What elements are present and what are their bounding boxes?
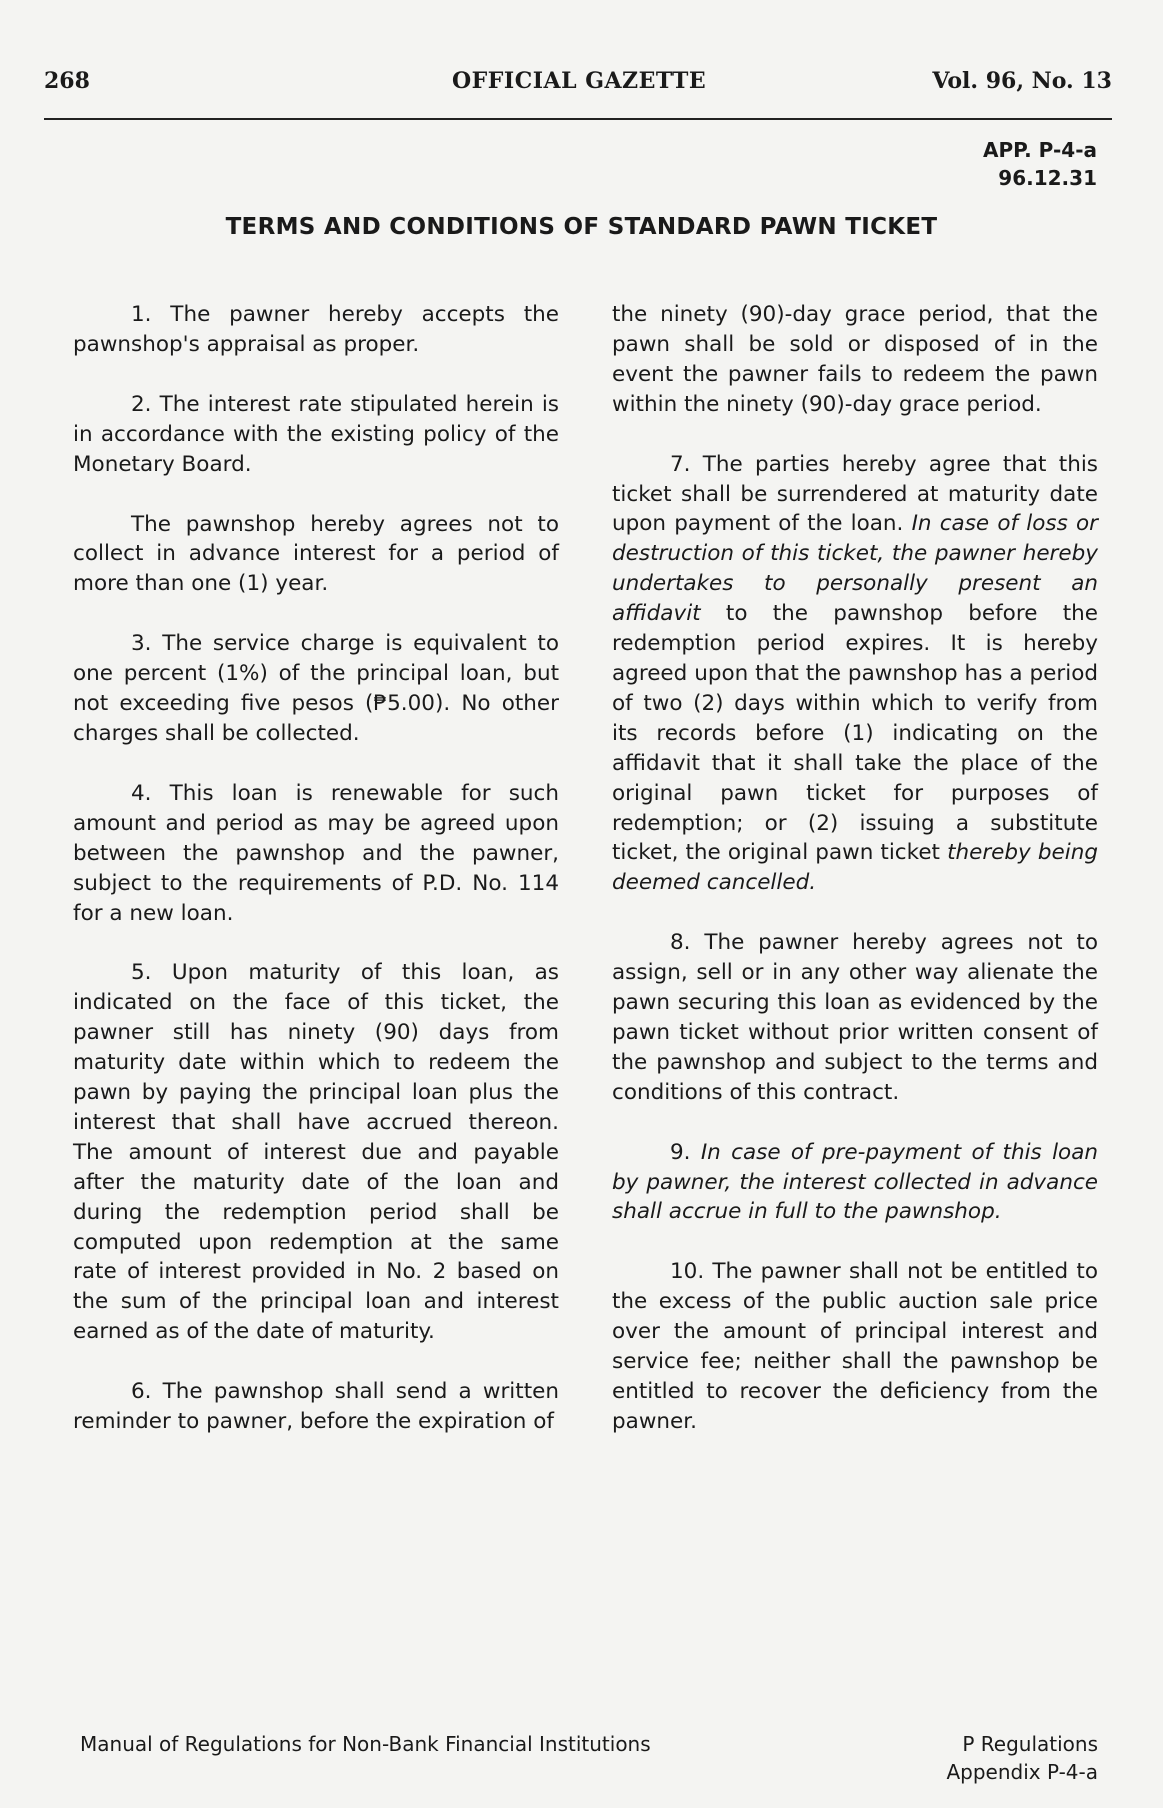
term-4: 4. This loan is renewable for such amount and period as may be agreed upon between the pawnshop and the pawner, subject to the requirements of P.D. No. 114 for a new loan. <box>73 780 559 926</box>
term-9-number: 9. <box>670 1139 701 1165</box>
term-8: 8. The pawner hereby agrees not to assign, sell or in any other way alienate the pawn securing this loan as evidenced by the pawn ticket without prior written consent of the pawnshop and subject to the terms and conditions of this contract. <box>612 930 1098 1105</box>
header-rule <box>44 118 1112 120</box>
appendix-reference <box>983 136 1097 192</box>
term-7-part-a: 7. The parties hereby agree that this ticket shall be surrendered at maturity date upon payment of the loan. <box>612 451 1098 537</box>
left-column <box>73 300 559 1467</box>
footer-manual-title: Manual of Regulations for Non-Bank Financial Institutions <box>80 1732 651 1756</box>
term-10: 10. The pawner shall not be entitled to the excess of the public auction sale price over the amount of principal interest and service fee; neither shall the pawnshop be entitled to recover the deficiency from the pawner. <box>612 1259 1098 1434</box>
page-header <box>44 68 1112 98</box>
footer-reference <box>946 1730 1098 1786</box>
term-7-part-b: In case of loss or destruction of this ticket, the pawner hereby undertakes to personally present an affidavit <box>612 511 1098 627</box>
term-9 <box>612 1138 1098 1228</box>
publication-title: OFFICIAL GAZETTE <box>452 68 707 94</box>
term-7 <box>612 450 1098 899</box>
footer-appendix: Appendix P-4-a <box>946 1760 1098 1784</box>
appendix-code: APP. P-4-a <box>982 138 1097 162</box>
right-column <box>612 300 1098 1467</box>
term-6-continued: the ninety (90)-day grace period, that the pawn shall be sold or disposed of in the event the pawner fails to redeem the pawn within the ninety (90)-day grace period. <box>612 302 1098 417</box>
term-7-part-d: thereby being deemed cancelled. <box>612 840 1098 896</box>
term-6: 6. The pawnshop shall send a written reminder to pawner, before the expiration of <box>73 1379 559 1435</box>
document-title: TERMS AND CONDITIONS OF STANDARD PAWN TICKET <box>225 214 938 240</box>
term-7-part-c: to the pawnshop before the redemption period expires. It is hereby agreed upon that the pawnshop has a period of two (2) days within which to verify from its records before (1) indicating on the affidavit that it shall take the place of the original pawn ticket for purposes of redemption; or (2) issuing a substitute ticket, the original pawn ticket <box>612 601 1098 866</box>
term-2: 2. The interest rate stipulated herein is in accordance with the existing policy of the Monetary Board. <box>73 391 559 477</box>
appendix-date: 96.12.31 <box>998 166 1097 190</box>
term-9-text: In case of pre-payment of this loan by pawner, the interest collected in advance shall accrue in full to the pawnshop. <box>612 1139 1098 1225</box>
footer-section: P Regulations <box>962 1732 1098 1756</box>
term-2-continued: The pawnshop hereby agrees not to collect in advance interest for a period of more than one (1) year. <box>73 511 559 597</box>
term-1: 1. The pawner hereby accepts the pawnshop's appraisal as proper. <box>73 302 559 357</box>
term-5: 5. Upon maturity of this loan, as indicated on the face of this ticket, the pawner still has ninety (90) days from maturity date within which to redeem the pawn by paying the principal loan plus the interest that shall have accrued thereon. The amount of interest due and payable after the maturity date of the loan and during the redemption period shall be computed upon redemption at the same rate of interest provided in No. 2 based on the sum of the principal loan and interest earned as of the date of maturity. <box>73 960 559 1345</box>
page-number: 268 <box>44 68 90 94</box>
term-3: 3. The service charge is equivalent to one percent (1%) of the principal loan, but not exceeding five pesos (₱5.00). No other charges shall be collected. <box>73 631 559 746</box>
volume-number: Vol. 96, No. 13 <box>932 68 1112 94</box>
